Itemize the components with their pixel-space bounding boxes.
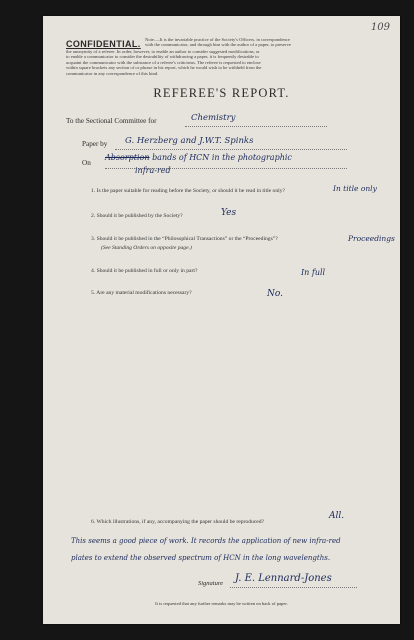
paper-label: Paper by xyxy=(82,140,108,148)
question-1: 1. Is the paper suitable for reading before the Society, or should it be read in title only? xyxy=(91,188,285,194)
remarks-line-2: plates to extend the observed spectrum of HCN in the long wavelengths. xyxy=(71,554,331,562)
question-4: 4. Should it be published in full or only in part? xyxy=(91,268,198,274)
question-6: 6. Which illustrations, if any, accompanying the paper should be reproduced? xyxy=(91,519,265,525)
on-value-rest: bands of HCN in the photographic xyxy=(152,153,292,162)
question-3-note: (See Standing Orders on opposite page.) xyxy=(101,245,192,251)
note-line: Note.—It is the invariable practice of the Society's Officers, in correspondence xyxy=(145,37,290,42)
committee-rule xyxy=(185,126,327,127)
paper-value: G. Herzberg and J.W.T. Spinks xyxy=(125,136,254,146)
on-label: On xyxy=(82,159,91,167)
answer-3: Proceedings xyxy=(348,234,395,243)
on-value-struck: Absorption xyxy=(105,153,150,162)
answer-1: In title only xyxy=(333,184,377,193)
signature-rule xyxy=(230,587,357,588)
note-line: acquaint the communicator with the substance of a referee's criticisms. The referee is requested to enclose xyxy=(66,59,261,65)
question-3: 3. Should it be published in the “Philosophical Transactions” or the “Proceedings”? xyxy=(91,236,278,242)
on-value-line2: infra-red xyxy=(135,166,171,175)
answer-6: All. xyxy=(329,511,345,521)
committee-label: To the Sectional Committee for xyxy=(66,117,157,125)
confidentiality-note-cont xyxy=(66,49,395,76)
confidentiality-note xyxy=(145,37,395,48)
signature-value: J. E. Lennard-Jones xyxy=(235,573,332,584)
referee-report-form xyxy=(43,16,400,624)
confidential-heading: CONFIDENTIAL. xyxy=(66,39,141,49)
footer-note: It is requested that any further remarks may be written on back of paper. xyxy=(155,601,288,606)
note-line: the anonymity of a referee. In order, however, to enable an author to consider suggested modifications, or xyxy=(66,49,260,54)
note-line: communicator in any correspondence of this kind. xyxy=(66,70,159,76)
question-5: 5. Are any material modifications necessary? xyxy=(91,290,192,296)
paper-rule xyxy=(115,149,347,150)
on-value xyxy=(105,153,292,162)
committee-value: Chemistry xyxy=(191,113,236,123)
answer-4: In full xyxy=(301,268,326,277)
question-2: 2. Should it be published by the Society? xyxy=(91,213,183,219)
page-number: 109 xyxy=(370,22,390,33)
remarks-line-1: This seems a good piece of work. It records the application of new infra-red xyxy=(71,537,341,545)
note-line: to enable a communicator to consider the desirability of withdrawing a paper, it is frequently desirable to xyxy=(66,54,259,60)
note-line: within square brackets any section of or phrase in his report, which he would wish to be withheld from the xyxy=(66,65,262,71)
answer-2: Yes xyxy=(221,208,237,218)
answer-5: No. xyxy=(267,289,283,299)
report-title: REFEREE'S REPORT. xyxy=(153,86,290,100)
signature-label: Signature xyxy=(198,580,224,587)
note-line: with the communicator, and through him with the author of a paper, to preserve xyxy=(145,42,291,48)
